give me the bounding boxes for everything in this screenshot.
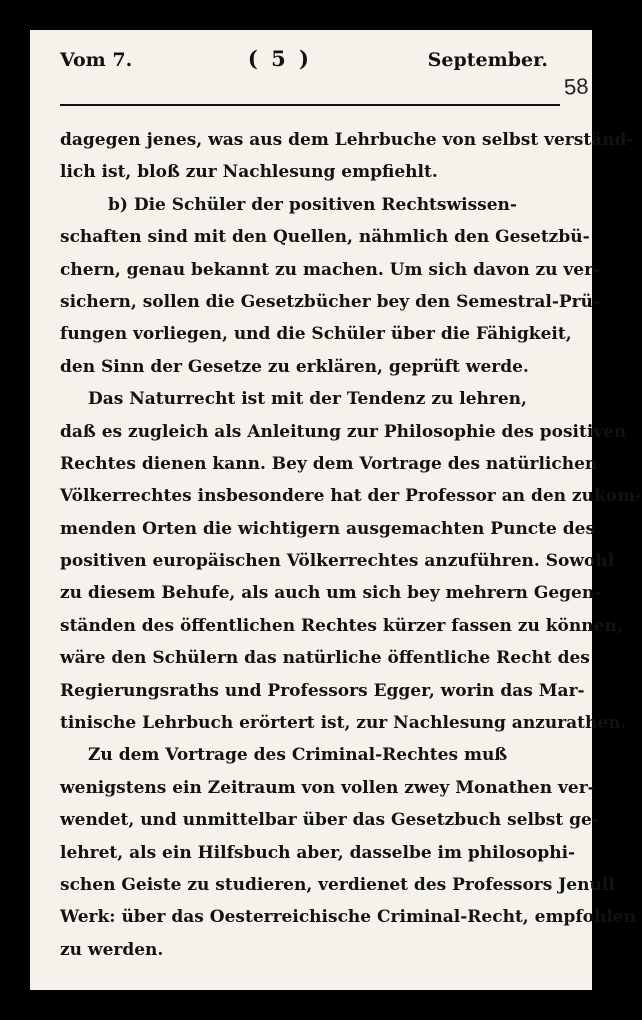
text-line: Rechtes dienen kann. Bey dem Vortrage des natürlichen bbox=[60, 453, 598, 474]
text-line: chern, genau bekannt zu machen. Um sich davon zu ver- bbox=[60, 259, 601, 280]
text-line: positiven europäischen Völkerrechtes anzuführen. Sowohl bbox=[60, 551, 615, 572]
header-date-left: Vom 7. bbox=[60, 49, 133, 71]
text-line: den Sinn der Gesetze zu erklären, geprüft werde. bbox=[60, 356, 529, 377]
text-line: schen Geiste zu studieren, verdienet des Professors Jenull bbox=[60, 874, 615, 895]
text-line: menden Orten die wichtigern ausgemachten Puncte des bbox=[60, 518, 596, 539]
handwritten-page-number: 58 bbox=[562, 73, 589, 100]
text-line: wäre den Schülern das natürliche öffentliche Recht des bbox=[60, 648, 590, 669]
text-line: Zu dem Vortrage des Criminal-Rechtes muß bbox=[88, 745, 508, 766]
text-line: lich ist, bloß zur Nachlesung empfiehlt. bbox=[60, 162, 438, 183]
text-line: daß es zugleich als Anleitung zur Philosophie des positiven bbox=[60, 421, 627, 442]
text-line: wendet, und unmittelbar über das Gesetzbuch selbst ge- bbox=[60, 810, 599, 831]
text-line: Völkerrechtes insbesondere hat der Professor an den zukom- bbox=[60, 486, 642, 507]
text-line: tinische Lehrbuch erörtert ist, zur Nachlesung anzurathen. bbox=[60, 713, 627, 734]
page-number: ( 5 ) bbox=[247, 46, 312, 71]
text-line: ständen des öffentlichen Rechtes kürzer fassen zu können, bbox=[60, 615, 623, 636]
header-rule bbox=[60, 104, 560, 106]
text-line: wenigstens ein Zeitraum von vollen zwey Monathen ver- bbox=[60, 777, 595, 798]
book-page bbox=[30, 30, 642, 990]
text-line: Werk: über das Oesterreichische Criminal-Recht, empfohlen bbox=[60, 907, 636, 928]
header-date-right: September. bbox=[427, 49, 548, 71]
page-header bbox=[60, 46, 548, 76]
text-line: Regierungsraths und Professors Egger, worin das Mar- bbox=[60, 680, 585, 701]
body-text bbox=[60, 124, 642, 966]
text-line: zu werden. bbox=[60, 939, 164, 960]
text-line: b) Die Schüler der positiven Rechtswissen- bbox=[108, 194, 517, 215]
text-line: schaften sind mit den Quellen, nähmlich den Gesetzbü- bbox=[60, 227, 590, 248]
text-line: zu diesem Behufe, als auch um sich bey mehrern Gegen- bbox=[60, 583, 602, 604]
text-line: sichern, sollen die Gesetzbücher bey den Semestral-Prü- bbox=[60, 291, 601, 312]
text-line: lehret, als ein Hilfsbuch aber, dasselbe im philosophi- bbox=[60, 842, 576, 863]
text-line: fungen vorliegen, und die Schüler über die Fähigkeit, bbox=[60, 324, 572, 345]
text-line: dagegen jenes, was aus dem Lehrbuche von selbst verständ- bbox=[60, 130, 634, 150]
text-line: Das Naturrecht ist mit der Tendenz zu lehren, bbox=[88, 389, 527, 410]
